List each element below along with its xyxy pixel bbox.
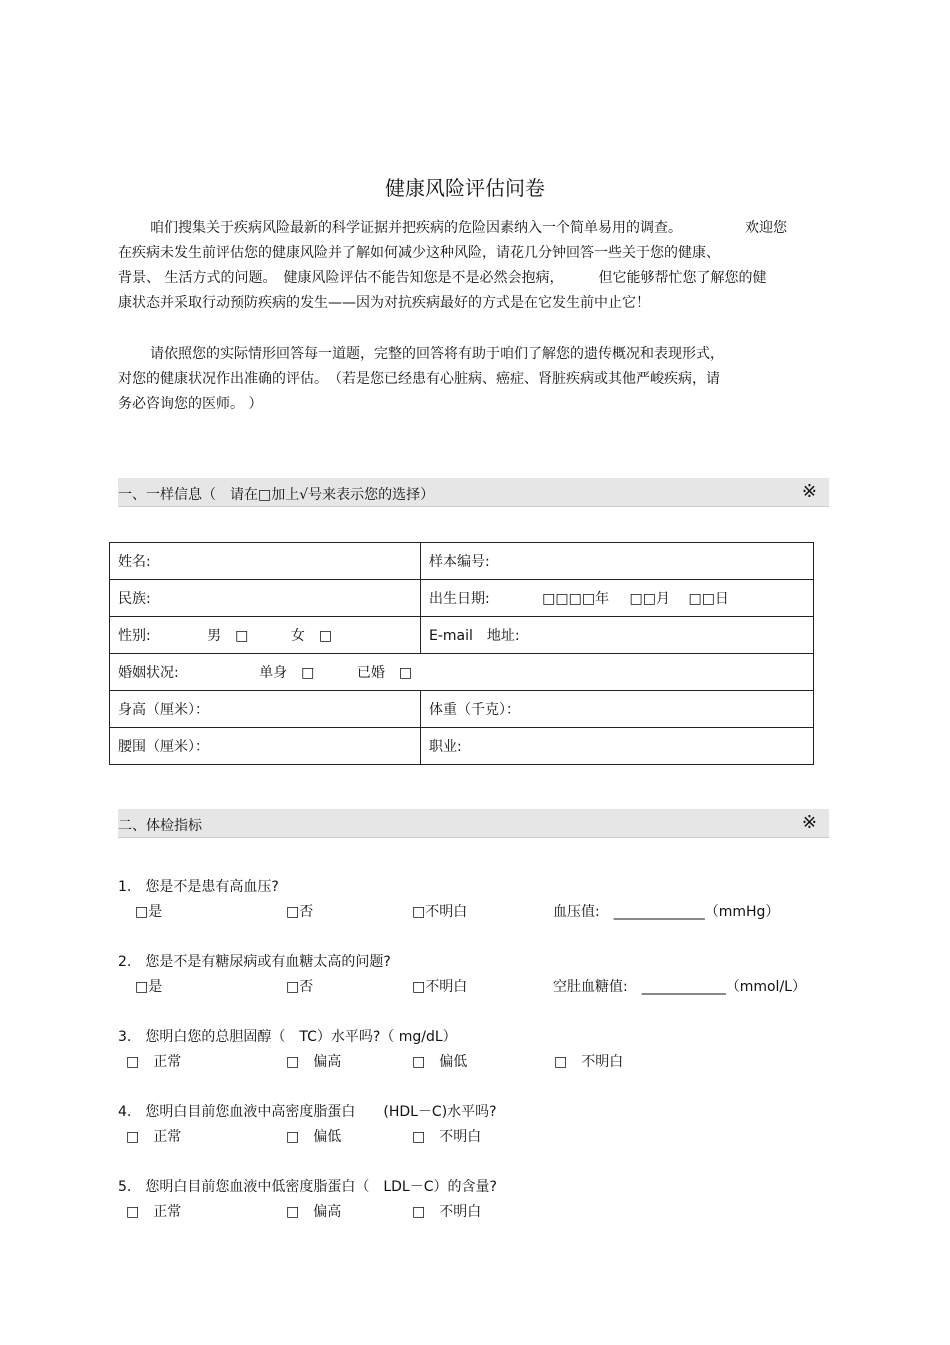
occupation-field[interactable] bbox=[421, 728, 814, 765]
table-row bbox=[110, 543, 814, 580]
table-row bbox=[110, 728, 814, 765]
ethnicity-field[interactable] bbox=[110, 580, 421, 617]
question-2: 2. 您是不是有糖尿病或有血糖太高的问题? bbox=[118, 954, 391, 970]
blood-pressure-input[interactable]: 血压值: _____________（mmHg） bbox=[553, 904, 780, 920]
table-row bbox=[110, 580, 814, 617]
birth-year-boxes[interactable]: □□□□年 bbox=[542, 591, 610, 607]
option-yes-checkbox[interactable]: □是 bbox=[135, 904, 163, 920]
option-no-checkbox[interactable]: □否 bbox=[286, 979, 314, 995]
table-row bbox=[110, 691, 814, 728]
option-unknown-checkbox[interactable]: □ 不明白 bbox=[412, 1129, 482, 1145]
option-low-checkbox[interactable]: □ 偏低 bbox=[412, 1054, 468, 1070]
waist-label: 腰围（厘米）： bbox=[118, 739, 209, 755]
birth-date-field bbox=[421, 580, 814, 617]
option-high-checkbox[interactable]: □ 偏高 bbox=[286, 1204, 342, 1220]
waist-field[interactable] bbox=[110, 728, 421, 765]
option-unknown-checkbox[interactable]: □不明白 bbox=[412, 904, 468, 920]
instructions-line: 对您的健康状况作出准确的评估。 （若是您已经患有心脏病、癌症、肾脏疾病或其他严峻疾病，请 bbox=[118, 371, 720, 387]
email-label: E-mail 地址: bbox=[429, 628, 520, 644]
height-label: 身高（厘米）： bbox=[118, 702, 209, 718]
birth-date-label: 出生日期: bbox=[429, 591, 490, 607]
reference-mark: ※ bbox=[801, 481, 817, 502]
sample-number-field[interactable] bbox=[421, 543, 814, 580]
option-no-checkbox[interactable]: □否 bbox=[286, 904, 314, 920]
instructions-line: 请依照您的实际情形回答每一道题，完整的回答将有助于咱们了解您的遗传概况和表现形式， bbox=[150, 346, 724, 362]
marital-single-checkbox[interactable]: 单身 □ bbox=[259, 665, 315, 681]
table-row bbox=[110, 617, 814, 654]
intro-line: 康状态并采取行动预防疾病的发生——因为对抗疾病最好的方式是在它发生前中止它！ bbox=[118, 295, 650, 311]
option-unknown-checkbox[interactable]: □ 不明白 bbox=[554, 1054, 624, 1070]
question-4: 4. 您明白目前您血液中高密度脂蛋白 (HDL－C)水平吗? bbox=[118, 1104, 497, 1120]
email-field[interactable] bbox=[421, 617, 814, 654]
page-title: 健康风险评估问卷 bbox=[385, 176, 545, 200]
instructions-line: 务必咨询您的医师。 ） bbox=[118, 396, 263, 412]
section-title: 二、体检指标 bbox=[118, 818, 202, 834]
gender-male-checkbox[interactable]: 男 □ bbox=[207, 628, 249, 644]
table-row bbox=[110, 654, 814, 691]
weight-field[interactable] bbox=[421, 691, 814, 728]
reference-mark: ※ bbox=[801, 812, 817, 833]
section-title: 一、一样信息（ 请在□加上√号来表示您的选择） bbox=[118, 487, 435, 503]
marital-status-field bbox=[110, 654, 814, 691]
section-health-indicators-header bbox=[118, 809, 829, 838]
intro-line: 背景、 生活方式的问题。 健康风险评估不能告知您是不是必然会抱病， 但它能够帮忙您了解您的健 bbox=[118, 270, 767, 286]
option-low-checkbox[interactable]: □ 偏低 bbox=[286, 1129, 342, 1145]
option-normal-checkbox[interactable]: □ 正常 bbox=[126, 1129, 182, 1145]
marital-married-checkbox[interactable]: 已婚 □ bbox=[356, 665, 413, 681]
gender-female-checkbox[interactable]: 女 □ bbox=[290, 628, 333, 644]
general-info-table bbox=[109, 542, 814, 765]
question-1: 1. 您是不是患有高血压? bbox=[118, 879, 279, 895]
gender-field bbox=[110, 617, 421, 654]
ethnicity-label: 民族: bbox=[118, 591, 151, 607]
question-5: 5. 您明白目前您血液中低密度脂蛋白（ LDL－C）的含量? bbox=[118, 1179, 497, 1195]
question-3: 3. 您明白您的总胆固醇（ TC）水平吗?（ mg/dL） bbox=[118, 1029, 457, 1045]
option-high-checkbox[interactable]: □ 偏高 bbox=[286, 1054, 342, 1070]
section-general-info-header bbox=[118, 478, 829, 507]
option-unknown-checkbox[interactable]: □不明白 bbox=[412, 979, 468, 995]
gender-label: 性别: bbox=[118, 628, 151, 644]
option-normal-checkbox[interactable]: □ 正常 bbox=[126, 1054, 182, 1070]
marital-status-label: 婚姻状况: bbox=[118, 665, 179, 681]
birth-day-boxes[interactable]: □□日 bbox=[688, 591, 729, 607]
option-yes-checkbox[interactable]: □是 bbox=[135, 979, 163, 995]
height-field[interactable] bbox=[110, 691, 421, 728]
weight-label: 体重（千克）： bbox=[429, 702, 520, 718]
fasting-glucose-input[interactable]: 空肚血糖值: ____________（mmol/L） bbox=[553, 979, 806, 995]
birth-month-boxes[interactable]: □□月 bbox=[629, 591, 671, 607]
option-normal-checkbox[interactable]: □ 正常 bbox=[126, 1204, 182, 1220]
occupation-label: 职业: bbox=[429, 739, 462, 755]
name-label: 姓名: bbox=[118, 554, 151, 570]
option-unknown-checkbox[interactable]: □ 不明白 bbox=[412, 1204, 482, 1220]
intro-paragraph bbox=[118, 216, 830, 316]
name-field[interactable] bbox=[110, 543, 421, 580]
instructions-paragraph bbox=[118, 342, 830, 417]
intro-line: 在疾病未发生前评估您的健康风险并了解如何减少这种风险，请花几分钟回答一些关于您的健康、 bbox=[118, 245, 720, 261]
intro-line: 咱们搜集关于疾病风险最新的科学证据并把疾病的危险因素纳入一个简单易用的调查。 欢迎您 bbox=[150, 220, 787, 236]
sample-number-label: 样本编号: bbox=[429, 554, 490, 570]
